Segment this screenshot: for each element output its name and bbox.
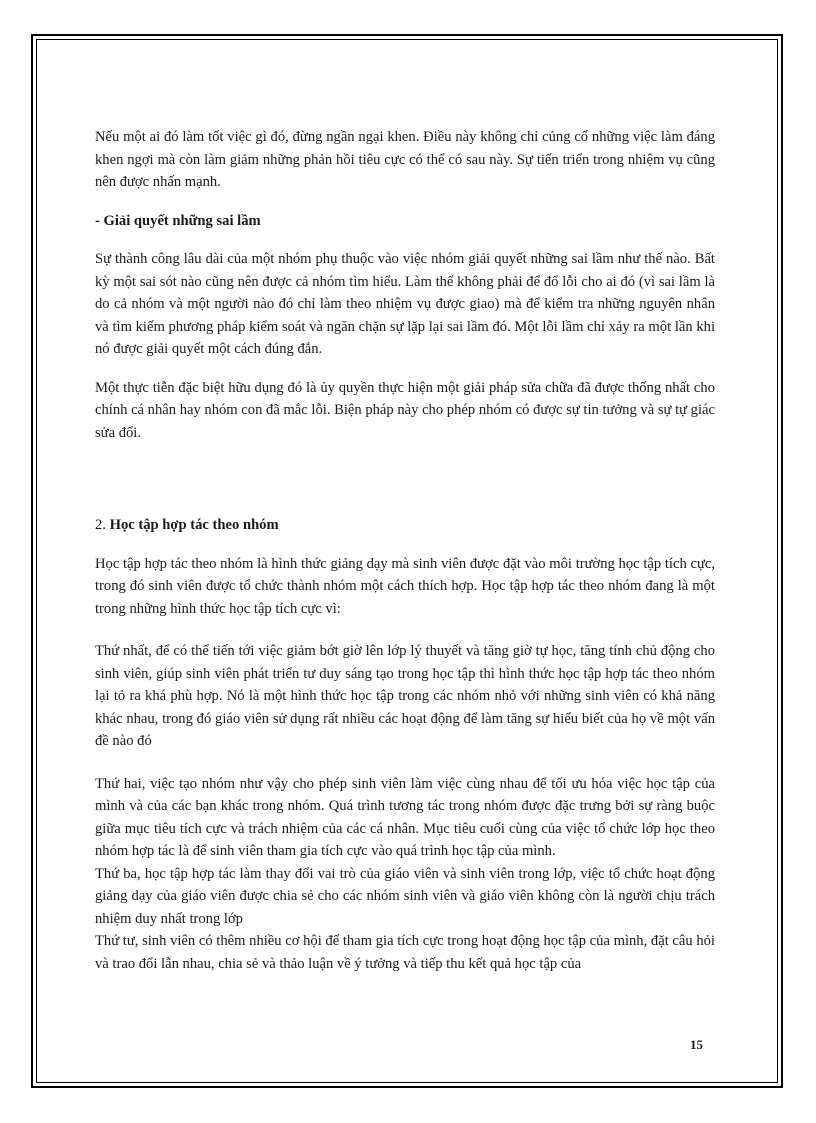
paragraph-cooperative-intro: Học tập hợp tác theo nhóm là hình thức giảng dạy mà sinh viên được đặt vào môi trường học tập tích cực, trong đó sinh viên được tổ chức thành nhóm một cách thích hợp. Học tập hợp tác theo nhóm đang là một trong những hình thức học tập tích cực vì: [95, 555, 715, 617]
paragraph-mistakes: Sự thành công lâu dài của một nhóm phụ thuộc vào việc nhóm giải quyết những sai lầm như thế nào. Bất kỳ một sai sót nào cũng nên được cả nhóm tìm hiểu. Làm thế không phải để đổ lỗi cho ai đó (vì sai lầm là do cả nhóm và một người nào đó chỉ làm theo nhiệm vụ được giao) mà để kiểm tra những nguyên nhân và tìm kiếm phương pháp kiểm soát và ngăn chặn sự lặp lại sai lầm đó. Một lỗi lầm chỉ xảy ra một lần khi nó được giải quyết một cách đúng đắn. [95, 251, 715, 357]
paragraph-first-reason: Thứ nhất, để có thể tiến tới việc giảm bớt giờ lên lớp lý thuyết và tăng giờ tự học, tăng tính chủ động cho sinh viên, giúp sinh viên phát triển tư duy sáng tạo trong học tập thì hình thức học tập hợp tác theo nhóm lại tỏ ra khá phù hợp. Nó là một hình thức học tập trong các nhóm nhỏ với những sinh viên có khả năng khác nhau, trong đó giáo viên sử dụng rất nhiều các hoạt động để làm tăng sự hiểu biết của họ về một vấn đề nào đó [95, 643, 715, 749]
section-heading-mistakes: - Giải quyết những sai lầm [95, 212, 261, 229]
paragraph-second-reason: Thứ hai, việc tạo nhóm như vậy cho phép sinh viên làm việc cùng nhau để tối ưu hóa việc học tập của mình và của các bạn khác trong nhóm. Quá trình tương tác trong nhóm được đặc trưng bởi sự ràng buộc giữa mục tiêu tích cực và trách nhiệm của các cá nhân. Mục tiêu cuối cùng của việc tổ chức lớp học theo nhóm hợp tác là để sinh viên tham gia tích cực vào quá trình học tập của mình. [95, 775, 715, 859]
section-title: Học tập hợp tác theo nhóm [109, 517, 279, 533]
section-number: 2. [95, 517, 106, 533]
paragraph-fourth-reason: Thứ tư, sinh viên có thêm nhiều cơ hội để tham gia tích cực trong hoạt động học tập của mình, đặt câu hỏi và trao đổi lẫn nhau, chia sẻ và thảo luận về ý tưởng và tiếp thu kết quả học tập của [95, 933, 715, 972]
section-heading-cooperative-learning [95, 514, 715, 537]
document-body [95, 126, 715, 975]
paragraph-delegation: Một thực tiễn đặc biệt hữu dụng đó là ủy quyền thực hiện một giải pháp sửa chữa đã được thống nhất cho chính cá nhân hay nhóm con đã mắc lỗi. Biện pháp này cho phép nhóm có được sự tin tưởng và sự tự giác sửa đổi. [95, 379, 715, 441]
paragraph-praise: Nếu một ai đó làm tốt việc gì đó, đừng ngần ngại khen. Điều này không chỉ củng cố những việc làm đáng khen ngợi mà còn làm giảm những phản hồi tiêu cực có thể có sau này. Sự tiến triển trong nhiệm vụ cũng nên được nhấn mạnh. [95, 129, 715, 190]
page-number: 15 [690, 1037, 703, 1052]
paragraph-third-reason: Thứ ba, học tập hợp tác làm thay đổi vai trò của giáo viên và sinh viên trong lớp, việc tổ chức hoạt động giảng dạy của giáo viên được chia sẻ cho các nhóm sinh viên và giáo viên không còn là người chịu trách nhiệm duy nhất trong lớp [95, 865, 715, 927]
